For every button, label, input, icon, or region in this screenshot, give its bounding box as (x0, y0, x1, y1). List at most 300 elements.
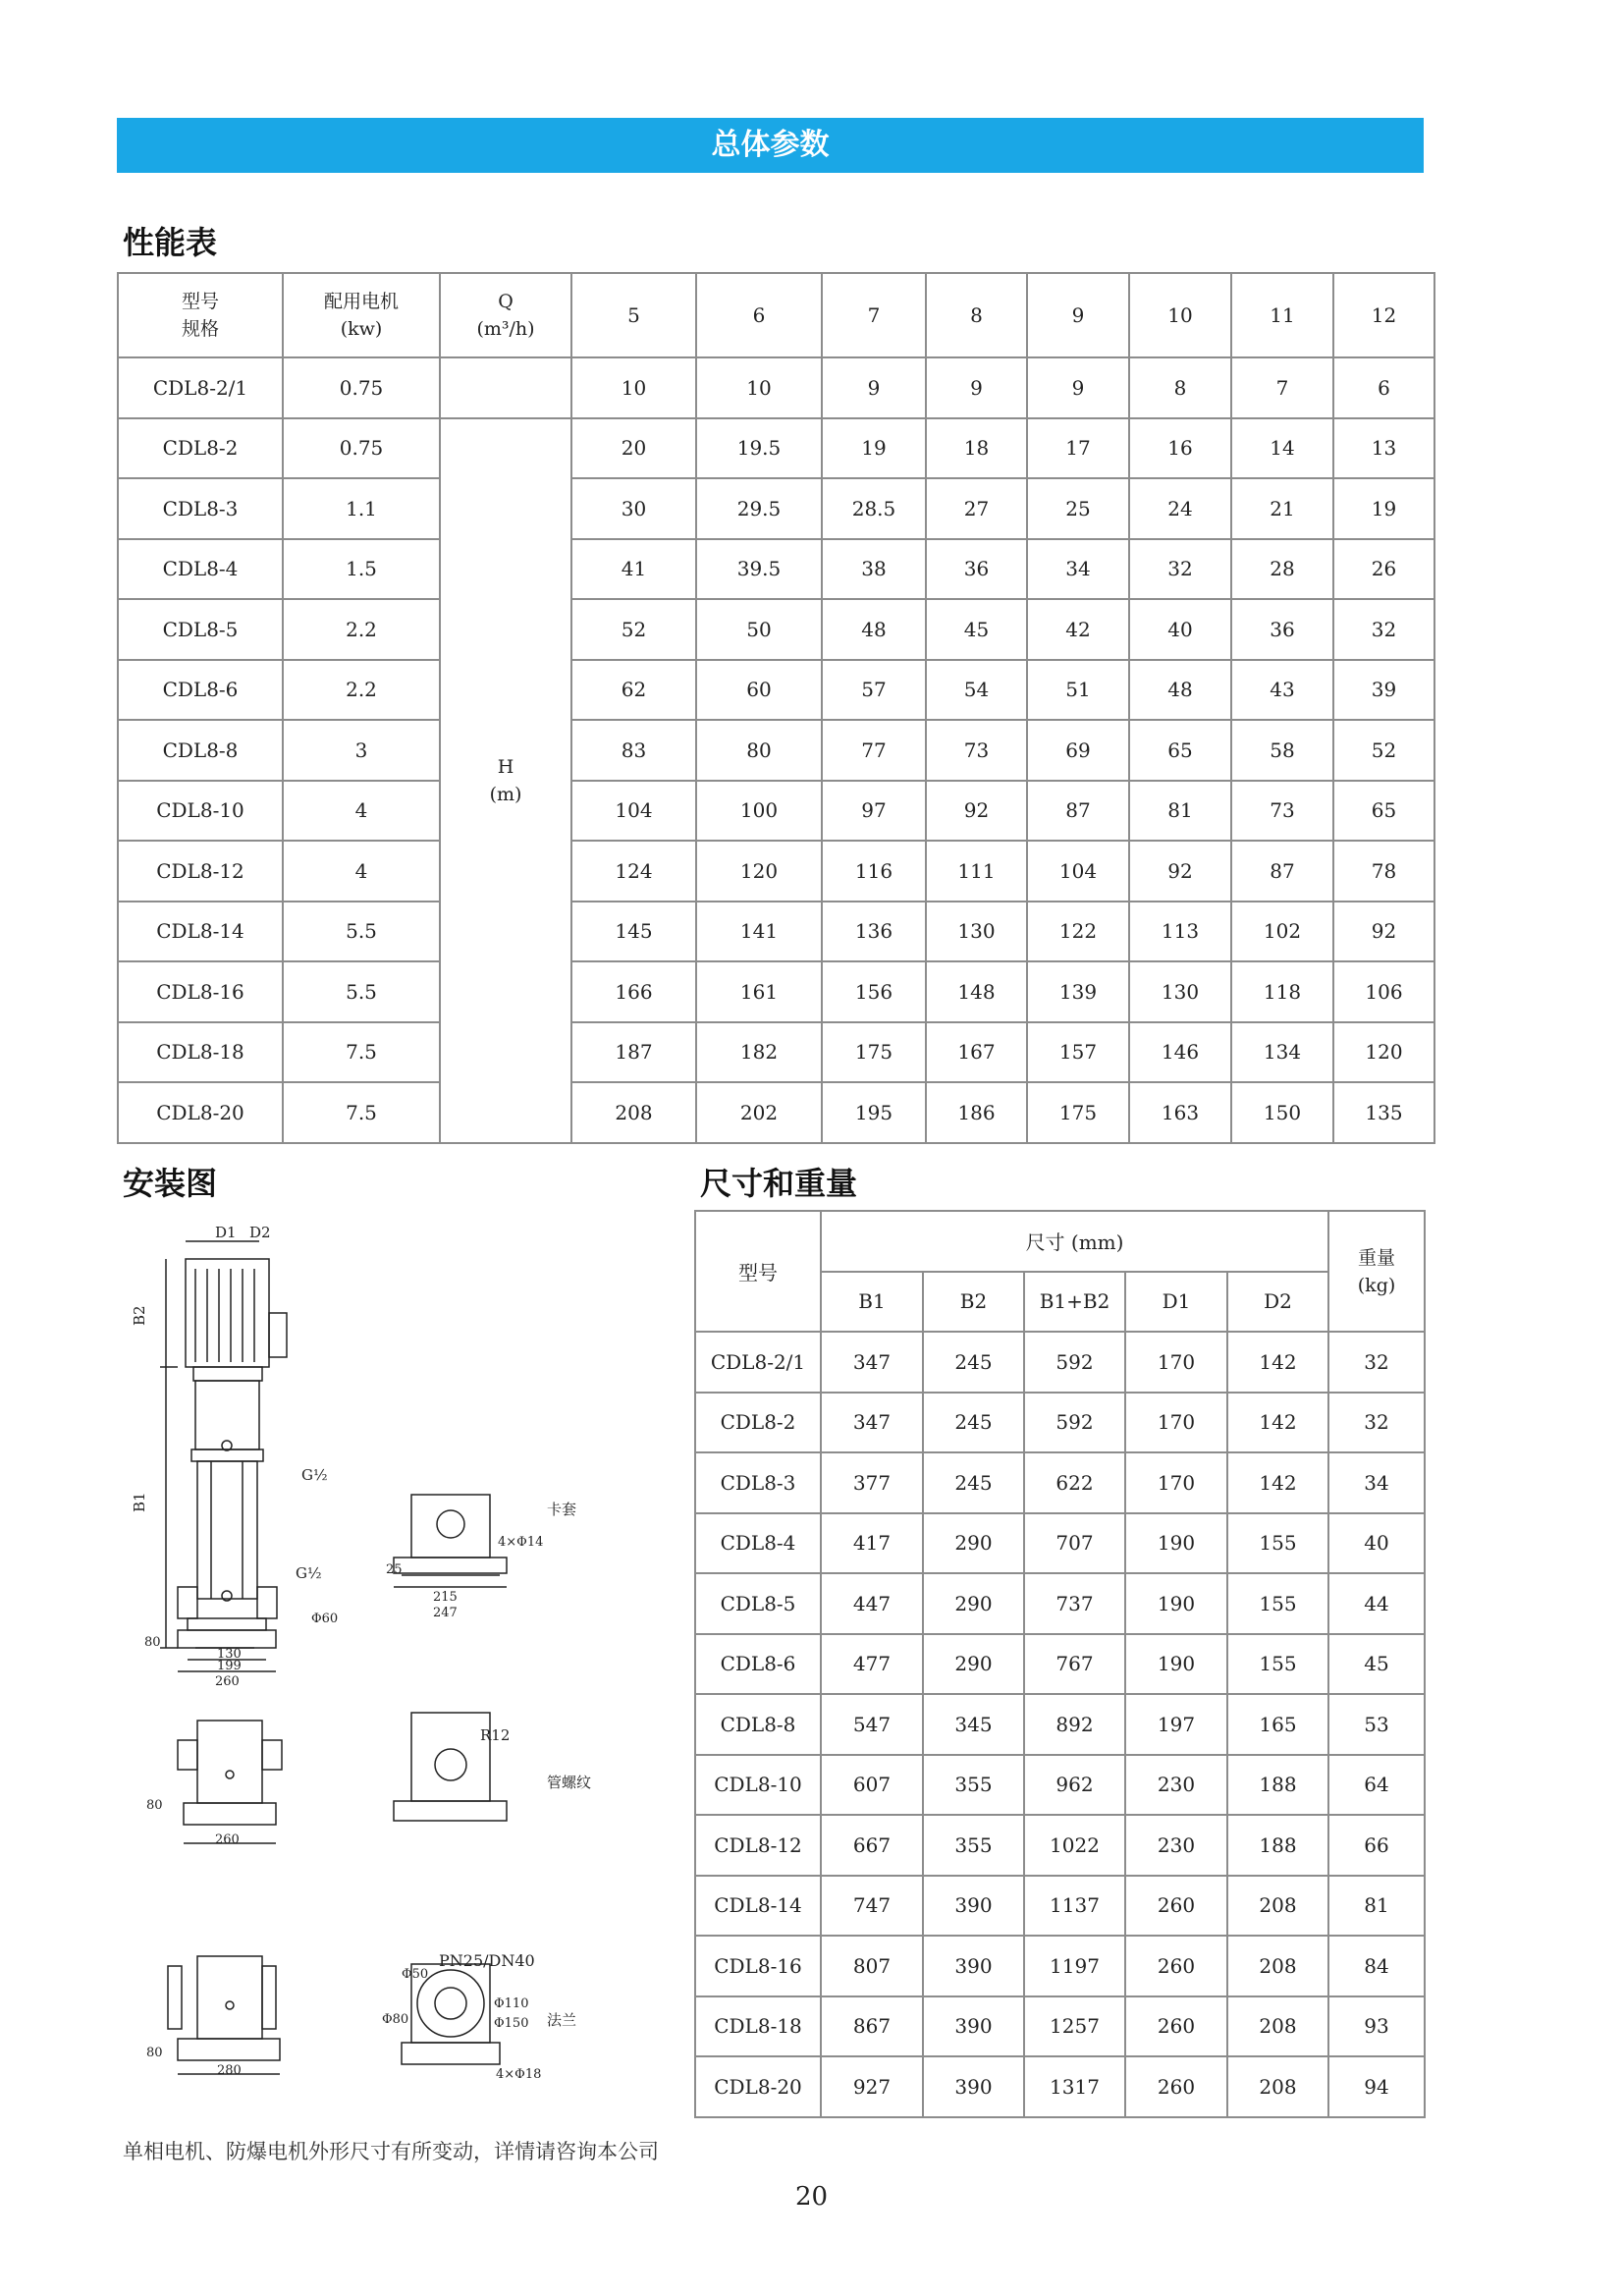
cell-value: 230 (1125, 1755, 1227, 1816)
cell-head-value: 52 (571, 599, 696, 660)
cell-head-value: 175 (822, 1022, 926, 1083)
header-flow-value: 8 (926, 273, 1027, 357)
cell-head-value: 167 (926, 1022, 1027, 1083)
cell-value: 230 (1125, 1815, 1227, 1876)
cell-model: CDL8-8 (695, 1694, 821, 1755)
cell-value: 66 (1328, 1815, 1425, 1876)
cell-head-value: 17 (1027, 418, 1129, 479)
head-label-line1: H (497, 755, 514, 778)
header-weight-line2: (kg) (1357, 1274, 1396, 1296)
cell-value: 190 (1125, 1573, 1227, 1634)
header-col: B1 (821, 1272, 923, 1333)
head-label-line2: (m) (489, 783, 522, 805)
label-sleeve: 卡套 (547, 1501, 577, 1518)
cell-value: 1022 (1024, 1815, 1125, 1876)
cell-head-value: 13 (1333, 418, 1434, 479)
cell-head-value: 41 (571, 539, 696, 600)
cell-head-value: 6 (1333, 357, 1434, 418)
dimension-table-title: 尺寸和重量 (700, 1165, 858, 1202)
cell-head-value: 21 (1231, 478, 1333, 539)
cell-head-value: 92 (1129, 841, 1231, 902)
cell-value: 155 (1227, 1513, 1328, 1574)
cell-head-value: 208 (571, 1082, 696, 1143)
dimension-table (694, 1210, 1426, 2118)
cell-model: CDL8-14 (695, 1876, 821, 1937)
cell-value: 32 (1328, 1393, 1425, 1453)
cell-value: 377 (821, 1452, 923, 1513)
table-row (695, 2056, 1425, 2117)
header-model (118, 273, 283, 357)
cell-value: 807 (821, 1936, 923, 1996)
cell-head-value: 39 (1333, 660, 1434, 721)
label-pn: PN25/DN40 (439, 1951, 535, 1970)
label-b1: B1 (131, 1492, 148, 1512)
cell-power: 0.75 (283, 418, 440, 479)
table-row (118, 720, 1434, 781)
cell-value: 94 (1328, 2056, 1425, 2117)
table-row (118, 902, 1434, 962)
cell-head-value: 130 (1129, 961, 1231, 1022)
table-row (118, 660, 1434, 721)
cell-model: CDL8-10 (118, 781, 283, 842)
label-g2: G½ (296, 1564, 322, 1582)
cell-value: 667 (821, 1815, 923, 1876)
cell-head-value: 92 (926, 781, 1027, 842)
cell-model: CDL8-2/1 (695, 1332, 821, 1393)
header-model-line1: 型号 (181, 291, 219, 312)
install-drawing-title: 安装图 (123, 1165, 218, 1202)
cell-head-value: 182 (696, 1022, 822, 1083)
table-row (695, 1513, 1425, 1574)
cell-head-value: 97 (822, 781, 926, 842)
cell-value: 170 (1125, 1452, 1227, 1513)
table-row (118, 961, 1434, 1022)
cell-head-value: 57 (822, 660, 926, 721)
cell-head-value: 106 (1333, 961, 1434, 1022)
cell-value: 1197 (1024, 1936, 1125, 1996)
cell-power: 4 (283, 781, 440, 842)
header-flow-value: 11 (1231, 273, 1333, 357)
cell-value: 477 (821, 1634, 923, 1695)
cell-value: 197 (1125, 1694, 1227, 1755)
cell-head-value: 29.5 (696, 478, 822, 539)
label-80: 80 (144, 1635, 161, 1650)
table-row (695, 1332, 1425, 1393)
cell-head-value: 19 (1333, 478, 1434, 539)
cell-head-value: 48 (822, 599, 926, 660)
table-row (118, 418, 1434, 479)
cell-power: 7.5 (283, 1082, 440, 1143)
table-row (695, 1393, 1425, 1453)
cell-model: CDL8-2/1 (118, 357, 283, 418)
cell-head-value: 87 (1027, 781, 1129, 842)
cell-head-value: 27 (926, 478, 1027, 539)
cell-head-value: 122 (1027, 902, 1129, 962)
cell-power: 5.5 (283, 961, 440, 1022)
cell-value: 417 (821, 1513, 923, 1574)
cell-head-value: 52 (1333, 720, 1434, 781)
cell-value: 40 (1328, 1513, 1425, 1574)
cell-value: 64 (1328, 1755, 1425, 1816)
section-banner: 总体参数 (117, 118, 1424, 173)
label-g1: G½ (301, 1466, 328, 1484)
header-weight-line1: 重量 (1358, 1246, 1396, 1269)
cell-value: 355 (923, 1815, 1024, 1876)
header-flow-value: 6 (696, 273, 822, 357)
cell-model: CDL8-10 (695, 1755, 821, 1816)
cell-head-value: 135 (1333, 1082, 1434, 1143)
header-flow-line1: Q (498, 291, 514, 312)
cell-model: CDL8-4 (118, 539, 283, 600)
header-flow-value: 7 (822, 273, 926, 357)
cell-value: 290 (923, 1634, 1024, 1695)
cell-model: CDL8-5 (118, 599, 283, 660)
cell-head-value: 69 (1027, 720, 1129, 781)
cell-head-value: 10 (571, 357, 696, 418)
cell-value: 1137 (1024, 1876, 1125, 1937)
cell-head-value: 102 (1231, 902, 1333, 962)
cell-value: 737 (1024, 1573, 1125, 1634)
cell-power: 1.5 (283, 539, 440, 600)
cell-head-value: 175 (1027, 1082, 1129, 1143)
label-phi150: Φ150 (494, 2016, 529, 2031)
cell-head-value: 118 (1231, 961, 1333, 1022)
cell-head-value: 139 (1027, 961, 1129, 1022)
header-model-line2: 规格 (181, 318, 219, 340)
label-25: 25 (386, 1562, 403, 1577)
table-row (695, 1452, 1425, 1513)
table-row (118, 478, 1434, 539)
cell-model: CDL8-2 (695, 1393, 821, 1453)
cell-head-value: 157 (1027, 1022, 1129, 1083)
cell-head-value: 18 (926, 418, 1027, 479)
cell-head-value: 136 (822, 902, 926, 962)
label-260b: 260 (215, 1832, 240, 1847)
cell-head-value: 28 (1231, 539, 1333, 600)
cell-model: CDL8-3 (118, 478, 283, 539)
cell-value: 547 (821, 1694, 923, 1755)
cell-head-value: 120 (696, 841, 822, 902)
cell-head-value: 150 (1231, 1082, 1333, 1143)
cell-value: 170 (1125, 1393, 1227, 1453)
cell-value: 165 (1227, 1694, 1328, 1755)
cell-head-value: 10 (696, 357, 822, 418)
cell-value: 260 (1125, 2056, 1227, 2117)
cell-value: 190 (1125, 1634, 1227, 1695)
cell-value: 188 (1227, 1755, 1328, 1816)
cell-head-value: 40 (1129, 599, 1231, 660)
cell-value: 245 (923, 1332, 1024, 1393)
cell-value: 892 (1024, 1694, 1125, 1755)
cell-value: 607 (821, 1755, 923, 1816)
cell-value: 867 (821, 1996, 923, 2057)
cell-head-value: 30 (571, 478, 696, 539)
cell-head-value: 51 (1027, 660, 1129, 721)
table-row (695, 1755, 1425, 1816)
table-row (695, 1996, 1425, 2057)
header-flow (440, 273, 571, 357)
cell-value: 190 (1125, 1513, 1227, 1574)
cell-value: 188 (1227, 1815, 1328, 1876)
cell-value: 81 (1328, 1876, 1425, 1937)
header-flow-value: 5 (571, 273, 696, 357)
cell-head-value: 62 (571, 660, 696, 721)
cell-power: 2.2 (283, 660, 440, 721)
cell-value: 1317 (1024, 2056, 1125, 2117)
cell-value: 290 (923, 1513, 1024, 1574)
cell-value: 345 (923, 1694, 1024, 1755)
cell-value: 390 (923, 2056, 1024, 2117)
cell-head-value: 80 (696, 720, 822, 781)
cell-value: 245 (923, 1452, 1024, 1513)
label-pipe-thread: 管螺纹 (547, 1774, 592, 1791)
cell-value: 142 (1227, 1452, 1328, 1513)
label-80d: 80 (146, 2046, 163, 2060)
cell-model: CDL8-14 (118, 902, 283, 962)
cell-head-value: 25 (1027, 478, 1129, 539)
cell-head-value: 48 (1129, 660, 1231, 721)
cell-head-value: 77 (822, 720, 926, 781)
cell-head-value: 130 (926, 902, 1027, 962)
header-col: D1 (1125, 1272, 1227, 1333)
cell-model: CDL8-5 (695, 1573, 821, 1634)
label-holes18: 4×Φ18 (496, 2067, 542, 2082)
label-flange: 法兰 (547, 2011, 577, 2029)
label-260: 260 (215, 1674, 240, 1689)
cell-head-value: 116 (822, 841, 926, 902)
cell-head-value: 111 (926, 841, 1027, 902)
cell-value: 260 (1125, 1876, 1227, 1937)
cell-value: 142 (1227, 1332, 1328, 1393)
cell-model: CDL8-16 (695, 1936, 821, 1996)
cell-head-value: 78 (1333, 841, 1434, 902)
cell-value: 155 (1227, 1573, 1328, 1634)
cell-head-value: 195 (822, 1082, 926, 1143)
cell-head-value: 113 (1129, 902, 1231, 962)
cell-head-value: 32 (1129, 539, 1231, 600)
cell-value: 142 (1227, 1393, 1328, 1453)
cell-head-value: 141 (696, 902, 822, 962)
cell-model: CDL8-3 (695, 1452, 821, 1513)
cell-value: 390 (923, 1876, 1024, 1937)
cell-model: CDL8-18 (118, 1022, 283, 1083)
table-row (118, 781, 1434, 842)
table-header-row (695, 1211, 1425, 1272)
cell-value: 390 (923, 1936, 1024, 1996)
cell-head-value: 43 (1231, 660, 1333, 721)
label-r12: R12 (480, 1726, 511, 1744)
label-247: 247 (433, 1606, 458, 1620)
cell-value: 707 (1024, 1513, 1125, 1574)
cell-head-value: 45 (926, 599, 1027, 660)
cell-head-value: 163 (1129, 1082, 1231, 1143)
label-130: 130 (217, 1647, 242, 1662)
performance-table-title: 性能表 (123, 224, 218, 261)
cell-head-value: 187 (571, 1022, 696, 1083)
header-model: 型号 (695, 1211, 821, 1332)
cell-value: 347 (821, 1393, 923, 1453)
table-row (695, 1876, 1425, 1937)
cell-value: 45 (1328, 1634, 1425, 1695)
cell-power: 2.2 (283, 599, 440, 660)
cell-value: 962 (1024, 1755, 1125, 1816)
table-row (118, 1082, 1434, 1143)
cell-power: 4 (283, 841, 440, 902)
performance-table (117, 272, 1435, 1144)
cell-head-label (440, 418, 571, 1143)
cell-head-value: 146 (1129, 1022, 1231, 1083)
cell-head-value: 148 (926, 961, 1027, 1022)
cell-head-value: 36 (1231, 599, 1333, 660)
cell-power: 0.75 (283, 357, 440, 418)
cell-head-value: 28.5 (822, 478, 926, 539)
label-b2: B2 (131, 1305, 148, 1326)
cell-value: 260 (1125, 1936, 1227, 1996)
cell-head-value: 58 (1231, 720, 1333, 781)
cell-value: 93 (1328, 1996, 1425, 2057)
cell-head-value: 60 (696, 660, 822, 721)
cell-head-value: 124 (571, 841, 696, 902)
cell-head-value: 34 (1027, 539, 1129, 600)
cell-value: 260 (1125, 1996, 1227, 2057)
cell-power: 5.5 (283, 902, 440, 962)
cell-head-value: 65 (1129, 720, 1231, 781)
cell-model: CDL8-20 (118, 1082, 283, 1143)
cell-head-value: 134 (1231, 1022, 1333, 1083)
label-phi80: Φ80 (382, 2012, 409, 2027)
table-row (695, 1694, 1425, 1755)
cell-model: CDL8-12 (695, 1815, 821, 1876)
cell-head-value: 186 (926, 1082, 1027, 1143)
label-phi110: Φ110 (494, 1996, 529, 2011)
cell-head-value: 39.5 (696, 539, 822, 600)
cell-head-value: 156 (822, 961, 926, 1022)
cell-value: 290 (923, 1573, 1024, 1634)
page-number: 20 (794, 2182, 829, 2212)
header-power-line1: 配用电机 (323, 291, 399, 312)
cell-head-value: 104 (1027, 841, 1129, 902)
cell-power: 3 (283, 720, 440, 781)
cell-value: 347 (821, 1332, 923, 1393)
cell-head-value: 19.5 (696, 418, 822, 479)
cell-value: 622 (1024, 1452, 1125, 1513)
header-power-line2: (kw) (340, 318, 383, 340)
cell-head-value: 87 (1231, 841, 1333, 902)
cell-value: 355 (923, 1755, 1024, 1816)
table-row (118, 357, 1434, 418)
cell-head-value: 100 (696, 781, 822, 842)
cell-model: CDL8-6 (695, 1634, 821, 1695)
table-row (695, 1815, 1425, 1876)
install-drawing (117, 1210, 676, 2113)
cell-head-value: 42 (1027, 599, 1129, 660)
cell-head-value: 104 (571, 781, 696, 842)
cell-head-value: 161 (696, 961, 822, 1022)
cell-head-value: 24 (1129, 478, 1231, 539)
header-col: D2 (1227, 1272, 1328, 1333)
table-header-row (118, 273, 1434, 357)
table-row (118, 599, 1434, 660)
cell-head-value: 73 (926, 720, 1027, 781)
label-199: 199 (217, 1659, 242, 1673)
cell-value: 208 (1227, 2056, 1328, 2117)
cell-blank (440, 357, 571, 418)
cell-head-value: 83 (571, 720, 696, 781)
table-row (118, 841, 1434, 902)
cell-head-value: 50 (696, 599, 822, 660)
cell-model: CDL8-18 (695, 1996, 821, 2057)
cell-value: 927 (821, 2056, 923, 2117)
table-row (118, 1022, 1434, 1083)
label-phi60: Φ60 (311, 1612, 339, 1626)
label-d1: D1 (215, 1224, 237, 1241)
cell-model: CDL8-12 (118, 841, 283, 902)
cell-value: 390 (923, 1996, 1024, 2057)
cell-value: 155 (1227, 1634, 1328, 1695)
cell-value: 592 (1024, 1393, 1125, 1453)
cell-head-value: 20 (571, 418, 696, 479)
cell-head-value: 36 (926, 539, 1027, 600)
cell-head-value: 9 (822, 357, 926, 418)
cell-value: 170 (1125, 1332, 1227, 1393)
cell-power: 7.5 (283, 1022, 440, 1083)
cell-head-value: 120 (1333, 1022, 1434, 1083)
cell-head-value: 81 (1129, 781, 1231, 842)
footnote: 单相电机、防爆电机外形尺寸有所变动，详情请咨询本公司 (123, 2140, 659, 2163)
cell-head-value: 7 (1231, 357, 1333, 418)
cell-power: 1.1 (283, 478, 440, 539)
label-holes14: 4×Φ14 (498, 1535, 544, 1550)
cell-value: 34 (1328, 1452, 1425, 1513)
header-flow-line2: (m³/h) (476, 318, 535, 340)
cell-head-value: 145 (571, 902, 696, 962)
cell-head-value: 54 (926, 660, 1027, 721)
table-row (695, 1936, 1425, 1996)
cell-value: 53 (1328, 1694, 1425, 1755)
cell-model: CDL8-2 (118, 418, 283, 479)
cell-value: 208 (1227, 1996, 1328, 2057)
cell-head-value: 32 (1333, 599, 1434, 660)
header-col: B2 (923, 1272, 1024, 1333)
cell-head-value: 202 (696, 1082, 822, 1143)
cell-head-value: 9 (926, 357, 1027, 418)
cell-head-value: 8 (1129, 357, 1231, 418)
cell-model: CDL8-8 (118, 720, 283, 781)
header-flow-value: 9 (1027, 273, 1129, 357)
label-280: 280 (217, 2063, 242, 2078)
cell-model: CDL8-4 (695, 1513, 821, 1574)
header-weight (1328, 1211, 1425, 1332)
table-row (695, 1634, 1425, 1695)
cell-head-value: 38 (822, 539, 926, 600)
header-power (283, 273, 440, 357)
cell-model: CDL8-20 (695, 2056, 821, 2117)
header-col: B1+B2 (1024, 1272, 1125, 1333)
cell-head-value: 166 (571, 961, 696, 1022)
cell-value: 84 (1328, 1936, 1425, 1996)
cell-head-value: 65 (1333, 781, 1434, 842)
cell-value: 767 (1024, 1634, 1125, 1695)
cell-head-value: 19 (822, 418, 926, 479)
cell-head-value: 73 (1231, 781, 1333, 842)
cell-model: CDL8-6 (118, 660, 283, 721)
cell-head-value: 26 (1333, 539, 1434, 600)
header-size: 尺寸 (mm) (821, 1211, 1328, 1272)
header-flow-value: 10 (1129, 273, 1231, 357)
cell-value: 1257 (1024, 1996, 1125, 2057)
cell-head-value: 16 (1129, 418, 1231, 479)
label-phi50: Φ50 (402, 1967, 429, 1982)
